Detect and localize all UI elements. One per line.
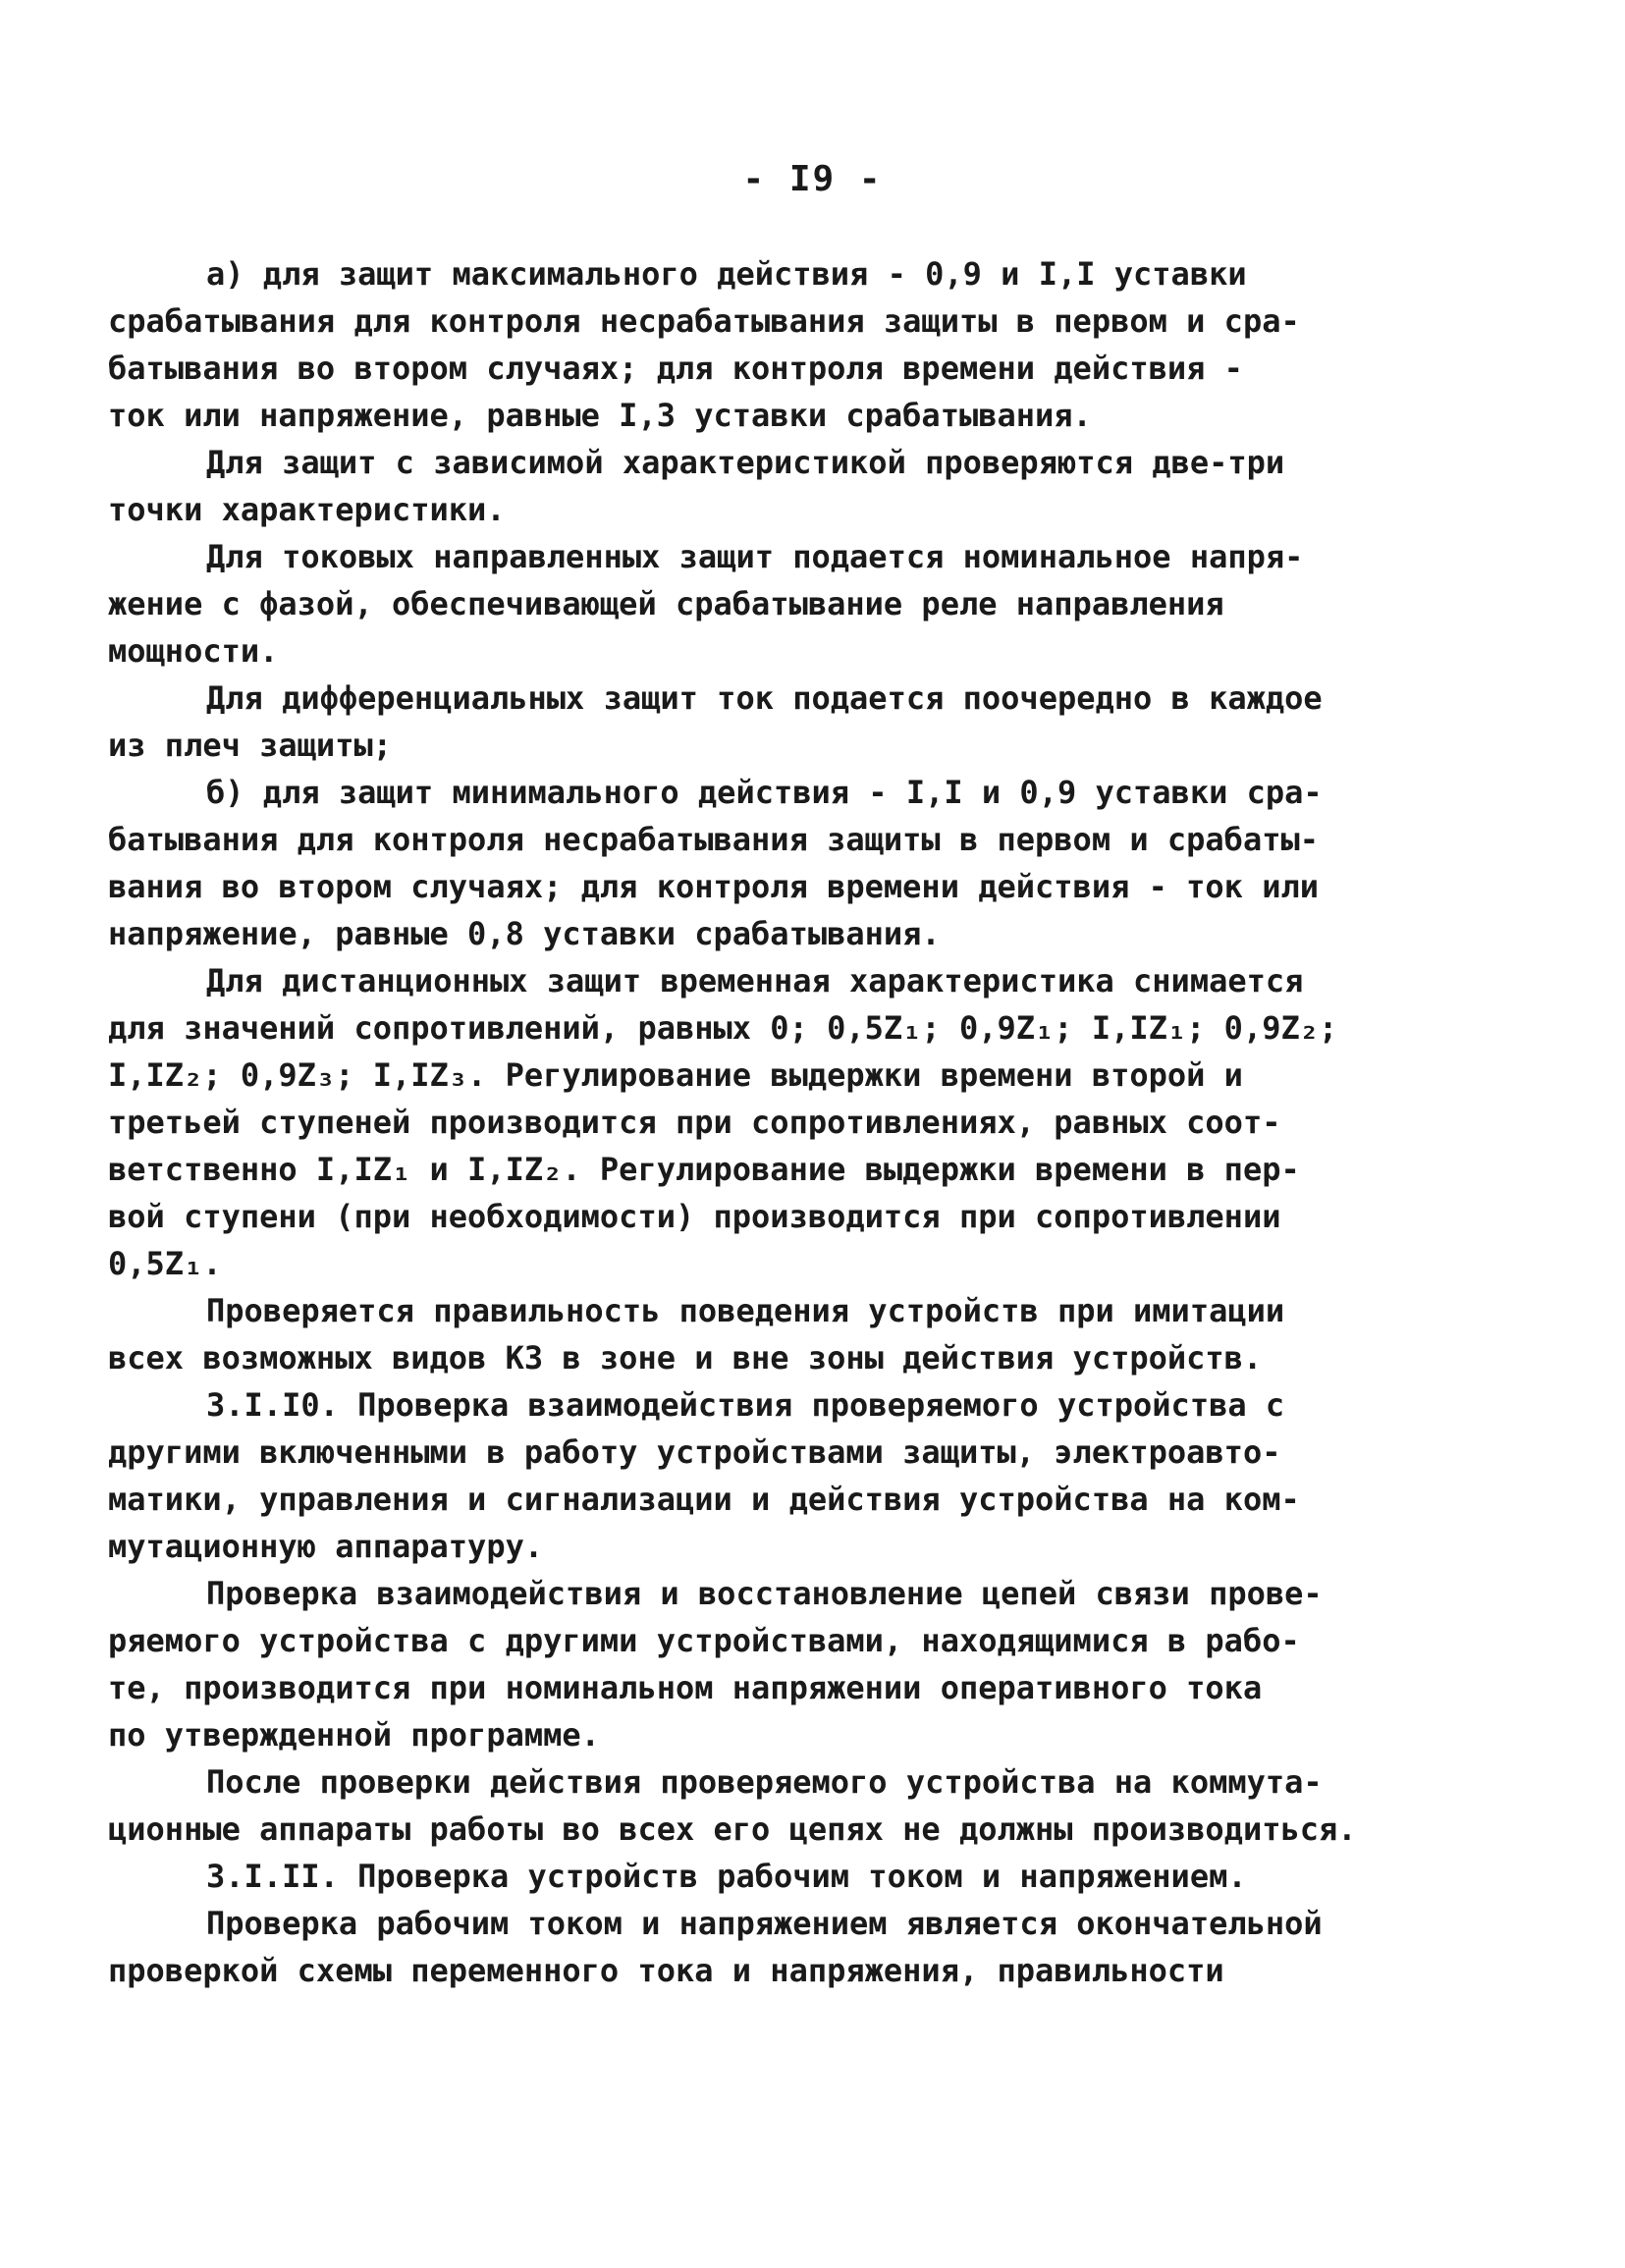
text-line: батывания во втором случаях; для контроля времени действия - — [108, 350, 1243, 387]
text-line: б) для защит минимального действия - I,I и 0,9 уставки сра- — [206, 774, 1323, 811]
text-line: 3.I.I0. Проверка взаимодействия проверяемого устройства с — [206, 1386, 1285, 1424]
text-line: срабатывания для контроля несрабатывания защиты в первом и сра- — [108, 302, 1300, 340]
text-line: проверкой схемы переменного тока и напряжения, правильности — [108, 1952, 1224, 1989]
text-line: ряемого устройства с другими устройствами, находящимися в рабо- — [108, 1622, 1300, 1659]
text-line: Для дифференциальных защит ток подается поочередно в каждое — [206, 679, 1323, 717]
text-line: жение с фазой, обеспечивающей срабатывание реле направления — [108, 585, 1224, 622]
page-number: - I9 - — [742, 159, 883, 199]
text-line: по утвержденной программе. — [108, 1716, 600, 1754]
text-line: вания во втором случаях; для контроля времени действия - ток или — [108, 868, 1319, 905]
text-line: ветственно I,IZ₁ и I,IZ₂. Регулирование выдержки времени в пер- — [108, 1151, 1300, 1188]
text-line: После проверки действия проверяемого устройства на коммута- — [206, 1763, 1323, 1801]
text-line: батывания для контроля несрабатывания защиты в первом и срабаты- — [108, 821, 1319, 858]
text-line: Проверка рабочим током и напряжением является окончательной — [206, 1905, 1323, 1942]
text-line: Проверяется правильность поведения устройств при имитации — [206, 1292, 1285, 1329]
text-line: Для дистанционных защит временная характеристика снимается — [206, 962, 1304, 999]
text-line: матики, управления и сигнализации и действия устройства на ком- — [108, 1481, 1300, 1518]
text-line: мощности. — [108, 632, 279, 670]
text-line: Для токовых направленных защит подается номинальное напря- — [206, 538, 1304, 575]
text-line: мутационную аппаратуру. — [108, 1528, 544, 1565]
text-line: а) для защит максимального действия - 0,9 и I,I уставки — [206, 255, 1247, 293]
text-line: ционные аппараты работы во всех его цепях не должны производиться. — [108, 1810, 1357, 1848]
text-line: ток или напряжение, равные I,3 уставки срабатывания. — [108, 397, 1092, 434]
text-line: 3.I.II. Проверка устройств рабочим током и напряжением. — [206, 1858, 1247, 1895]
text-line: вой ступени (при необходимости) производится при сопротивлении — [108, 1198, 1281, 1235]
text-line: другими включенными в работу устройствами защиты, электроавто- — [108, 1433, 1281, 1471]
text-line: третьей ступеней производится при сопротивлениях, равных соот- — [108, 1104, 1281, 1141]
body-text — [108, 250, 1404, 1994]
text-line: из плеч защиты; — [108, 727, 392, 764]
text-line: Проверка взаимодействия и восстановление цепей связи прове- — [206, 1575, 1323, 1612]
text-line: I,IZ₂; 0,9Z₃; I,IZ₃. Регулирование выдержки времени второй и — [108, 1056, 1243, 1094]
text-line: те, производится при номинальном напряжении оперативного тока — [108, 1669, 1263, 1706]
text-line: для значений сопротивлений, равных 0; 0,5Z₁; 0,9Z₁; I,IZ₁; 0,9Z₂; — [108, 1009, 1338, 1047]
text-line: 0,5Z₁. — [108, 1245, 222, 1282]
text-line: точки характеристики. — [108, 491, 506, 528]
text-line: напряжение, равные 0,8 уставки срабатывания. — [108, 915, 941, 952]
text-line: всех возможных видов КЗ в зоне и вне зоны действия устройств. — [108, 1339, 1263, 1377]
text-line: Для защит с зависимой характеристикой проверяются две-три — [206, 444, 1285, 481]
